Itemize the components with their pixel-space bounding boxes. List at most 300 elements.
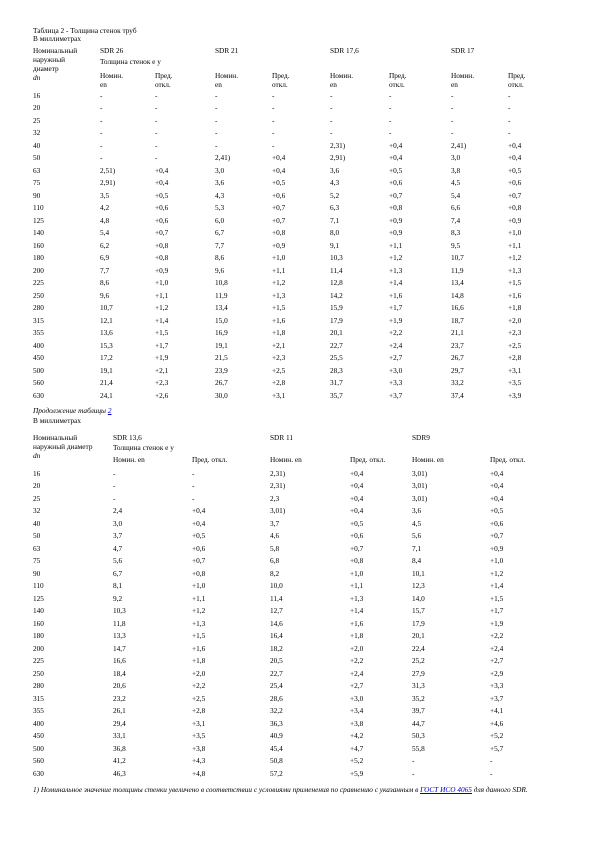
tolerance-cell: +1,0: [272, 253, 286, 263]
sub-header-nominal: Номин. en: [100, 71, 124, 89]
tolerance-cell: +2,5: [272, 365, 286, 375]
nominal-thickness-cell: 6,7: [113, 568, 123, 578]
tolerance-cell: +2,2: [350, 656, 364, 666]
wall-thickness-header: Толщина стенок e y: [100, 57, 161, 66]
tolerance-cell: +3,3: [389, 378, 403, 388]
tolerance-cell: +2,2: [192, 681, 206, 691]
table-row: [33, 680, 563, 693]
nominal-thickness-cell: 3,8: [451, 165, 461, 175]
nominal-thickness-cell: 26,7: [451, 353, 464, 363]
nominal-thickness-cell: 20,5: [270, 656, 283, 666]
diameter-cell: 16: [33, 90, 41, 100]
tolerance-cell: +1,6: [508, 290, 522, 300]
nominal-thickness-cell: -: [451, 115, 454, 125]
nominal-thickness-cell: -: [100, 115, 103, 125]
diameter-cell: 75: [33, 178, 41, 188]
tolerance-cell: +1,7: [155, 340, 169, 350]
tolerance-cell: +1,1: [192, 593, 206, 603]
table-row: [33, 264, 553, 277]
nominal-thickness-cell: 28,3: [330, 365, 343, 375]
nominal-thickness-cell: 6,2: [100, 240, 110, 250]
tolerance-cell: -: [389, 90, 392, 100]
nominal-thickness-cell: 10,3: [330, 253, 343, 263]
tolerance-cell: +0,6: [192, 543, 206, 553]
nominal-thickness-cell: 50,8: [270, 756, 283, 766]
nominal-thickness-cell: 4,8: [100, 215, 110, 225]
sub-header-nominal: Номин. en: [113, 455, 145, 464]
nominal-thickness-cell: 15,7: [412, 606, 425, 616]
tolerance-cell: +2,9: [490, 668, 504, 678]
tolerance-cell: +0,5: [508, 165, 522, 175]
nominal-thickness-cell: 6,0: [215, 215, 225, 225]
table-row: [33, 555, 563, 568]
nominal-thickness-cell: 57,2: [270, 768, 283, 778]
nominal-thickness-cell: -: [113, 468, 116, 478]
tolerance-cell: -: [192, 493, 195, 503]
tolerance-cell: -: [490, 756, 493, 766]
tolerance-cell: +0,4: [272, 153, 286, 163]
nominal-thickness-cell: 23,9: [215, 365, 228, 375]
table-row: [33, 767, 563, 780]
table-row: [33, 667, 563, 680]
tolerance-cell: -: [272, 128, 275, 138]
diameter-cell: 560: [33, 378, 44, 388]
nominal-thickness-cell: 20,1: [330, 328, 343, 338]
nominal-thickness-cell: 13,4: [215, 303, 228, 313]
nominal-thickness-cell: 4,2: [100, 203, 110, 213]
tolerance-cell: -: [508, 128, 511, 138]
nominal-thickness-cell: 4,5: [451, 178, 461, 188]
tolerance-cell: +1,6: [350, 618, 364, 628]
table-row: [33, 364, 553, 377]
nominal-thickness-cell: 8,2: [270, 568, 280, 578]
diameter-cell: 355: [33, 706, 44, 716]
tolerance-cell: +0,7: [272, 215, 286, 225]
tolerance-cell: +2,5: [192, 693, 206, 703]
nominal-thickness-cell: 25,4: [270, 681, 283, 691]
sdr-13-6-header: SDR 13,6: [113, 433, 142, 442]
sub-header-tolerance: Пред. откл.: [192, 455, 228, 464]
nominal-thickness-cell: 11,4: [330, 265, 343, 275]
table-row: [33, 214, 553, 227]
table-row: [33, 139, 553, 152]
tolerance-cell: +0,4: [490, 468, 504, 478]
nominal-thickness-cell: 25,5: [330, 353, 343, 363]
tolerance-cell: +0,6: [490, 518, 504, 528]
table-row: [33, 642, 563, 655]
tolerance-cell: -: [192, 481, 195, 491]
nominal-thickness-cell: 12,3: [412, 581, 425, 591]
tolerance-cell: -: [192, 468, 195, 478]
tolerance-cell: +1,8: [350, 631, 364, 641]
tolerance-cell: +4,3: [192, 756, 206, 766]
nominal-thickness-cell: -: [412, 756, 415, 766]
diameter-cell: 50: [33, 531, 41, 541]
diameter-cell: 75: [33, 556, 41, 566]
tolerance-cell: +0,4: [508, 140, 522, 150]
diameter-cell: 315: [33, 315, 44, 325]
nominal-thickness-cell: 2,41): [215, 153, 231, 163]
nominal-thickness-cell: 5,4: [100, 228, 110, 238]
nominal-thickness-cell: 16,9: [215, 328, 228, 338]
tolerance-cell: +0,5: [192, 531, 206, 541]
sub-header-tolerance: Пред. откл.: [350, 455, 386, 464]
diameter-cell: 500: [33, 365, 44, 375]
nominal-thickness-cell: 35,7: [330, 390, 343, 400]
footnote: 1) Номинальное значение толщины стенки увеличено в соответствии с условиями применения по сравнению с указанным в ГОСТ ИСО 4065 для данного SDR.: [33, 785, 528, 794]
wall-thickness-table-2: [33, 467, 563, 780]
tolerance-cell: +0,7: [350, 543, 364, 553]
nominal-thickness-cell: 4,7: [113, 543, 123, 553]
nominal-thickness-cell: 17,9: [330, 315, 343, 325]
tolerance-cell: +1,5: [192, 631, 206, 641]
tolerance-cell: +2,6: [155, 390, 169, 400]
nominal-thickness-cell: 40,9: [270, 731, 283, 741]
nominal-thickness-cell: 23,7: [451, 340, 464, 350]
tolerance-cell: +0,4: [389, 140, 403, 150]
table-row: [33, 492, 563, 505]
tolerance-cell: +2,7: [490, 656, 504, 666]
nominal-thickness-cell: 3,01): [412, 493, 428, 503]
tolerance-cell: +2,2: [490, 631, 504, 641]
diameter-cell: 200: [33, 643, 44, 653]
nominal-thickness-cell: 9,5: [451, 240, 461, 250]
diameter-cell: 400: [33, 718, 44, 728]
tolerance-cell: +1,3: [508, 265, 522, 275]
diameter-cell: 32: [33, 506, 41, 516]
nominal-thickness-cell: 8,6: [215, 253, 225, 263]
nominal-thickness-cell: 25,2: [412, 656, 425, 666]
tolerance-cell: +5,2: [350, 756, 364, 766]
nominal-thickness-cell: 46,3: [113, 768, 126, 778]
tolerance-cell: +1,1: [389, 240, 403, 250]
nominal-thickness-cell: 33,1: [113, 731, 126, 741]
tolerance-cell: +2,7: [389, 353, 403, 363]
tolerance-cell: +5,2: [490, 731, 504, 741]
nominal-thickness-cell: 11,9: [215, 290, 228, 300]
nominal-thickness-cell: 10,7: [451, 253, 464, 263]
diameter-cell: 20: [33, 481, 41, 491]
diameter-cell: 90: [33, 568, 41, 578]
nominal-thickness-cell: 26,7: [215, 378, 228, 388]
tolerance-cell: +5,9: [350, 768, 364, 778]
nominal-thickness-cell: -: [215, 103, 218, 113]
tolerance-cell: +1,9: [490, 618, 504, 628]
tolerance-cell: +0,6: [272, 190, 286, 200]
nominal-thickness-cell: 17,9: [412, 618, 425, 628]
nominal-thickness-cell: 55,8: [412, 743, 425, 753]
nominal-thickness-cell: 28,6: [270, 693, 283, 703]
tolerance-cell: +0,4: [389, 153, 403, 163]
nominal-thickness-cell: 39,7: [412, 706, 425, 716]
nominal-thickness-cell: 2,91): [330, 153, 346, 163]
unit-label: В миллиметрах: [33, 34, 82, 43]
nominal-thickness-cell: 20,6: [113, 681, 126, 691]
tolerance-cell: +1,0: [508, 228, 522, 238]
table-row: [33, 542, 563, 555]
nominal-thickness-cell: 2,3: [270, 493, 280, 503]
nominal-thickness-cell: -: [451, 128, 454, 138]
nominal-thickness-cell: 6,7: [215, 228, 225, 238]
nominal-thickness-cell: 8,1: [113, 581, 123, 591]
tolerance-cell: +0,6: [155, 203, 169, 213]
tolerance-cell: +3,7: [490, 693, 504, 703]
diameter-cell: 110: [33, 581, 44, 591]
tolerance-cell: +4,7: [350, 743, 364, 753]
tolerance-cell: +1,4: [155, 315, 169, 325]
tolerance-cell: +0,6: [155, 215, 169, 225]
table-row: [33, 617, 563, 630]
tolerance-cell: +1,4: [389, 278, 403, 288]
tolerance-cell: +1,6: [389, 290, 403, 300]
nominal-thickness-cell: 18,2: [270, 643, 283, 653]
tolerance-cell: +0,8: [155, 253, 169, 263]
tolerance-cell: -: [155, 128, 158, 138]
sdr-26-header: SDR 26: [100, 46, 124, 55]
diameter-cell: 355: [33, 328, 44, 338]
diameter-cell: 500: [33, 743, 44, 753]
nominal-thickness-cell: 5,4: [451, 190, 461, 200]
tolerance-cell: +2,3: [272, 353, 286, 363]
tolerance-cell: +3,3: [490, 681, 504, 691]
tolerance-cell: +2,8: [508, 353, 522, 363]
tolerance-cell: +3,5: [192, 731, 206, 741]
table-row: [33, 692, 563, 705]
tolerance-cell: +1,6: [192, 643, 206, 653]
nominal-thickness-cell: -: [215, 115, 218, 125]
tolerance-cell: -: [508, 90, 511, 100]
nominal-thickness-cell: 3,01): [270, 506, 286, 516]
nominal-thickness-cell: 29,7: [451, 365, 464, 375]
diameter-cell: 180: [33, 631, 44, 641]
nominal-thickness-cell: 6,6: [451, 203, 461, 213]
nominal-thickness-cell: 4,6: [270, 531, 280, 541]
diameter-cell: 90: [33, 190, 41, 200]
diameter-cell: 40: [33, 140, 41, 150]
tolerance-cell: +1,5: [155, 328, 169, 338]
tolerance-cell: +0,4: [192, 518, 206, 528]
tolerance-cell: +0,4: [350, 493, 364, 503]
wall-thickness-header-2: Толщина стенок e y: [113, 443, 174, 452]
tolerance-cell: +1,7: [389, 303, 403, 313]
nominal-thickness-cell: 5,3: [215, 203, 225, 213]
nominal-thickness-cell: 35,2: [412, 693, 425, 703]
tolerance-cell: -: [272, 115, 275, 125]
table-row: [33, 389, 553, 402]
table-row: [33, 152, 553, 165]
table-row: [33, 592, 563, 605]
nominal-thickness-cell: 10,3: [113, 606, 126, 616]
nominal-thickness-cell: 17,2: [100, 353, 113, 363]
diameter-cell: 16: [33, 468, 41, 478]
nominal-thickness-cell: 26,1: [113, 706, 126, 716]
nominal-thickness-cell: -: [100, 128, 103, 138]
tolerance-cell: +2,1: [155, 365, 169, 375]
nominal-thickness-cell: 7,1: [330, 215, 340, 225]
nominal-thickness-cell: 37,4: [451, 390, 464, 400]
nominal-thickness-cell: 6,8: [270, 556, 280, 566]
nominal-thickness-cell: 27,9: [412, 668, 425, 678]
tolerance-cell: +2,5: [508, 340, 522, 350]
nominal-thickness-cell: 10,0: [270, 581, 283, 591]
tolerance-cell: +0,4: [490, 493, 504, 503]
diameter-cell: 25: [33, 493, 41, 503]
nominal-thickness-cell: 13,4: [451, 278, 464, 288]
nominal-thickness-cell: 3,0: [451, 153, 461, 163]
nominal-thickness-cell: 21,4: [100, 378, 113, 388]
table-row: [33, 567, 563, 580]
nominal-thickness-cell: 3,6: [330, 165, 340, 175]
tolerance-cell: -: [389, 103, 392, 113]
table-row: [33, 114, 553, 127]
tolerance-cell: +4,2: [350, 731, 364, 741]
nominal-thickness-cell: 2,31): [270, 468, 286, 478]
tolerance-cell: -: [155, 115, 158, 125]
diameter-cell: 630: [33, 390, 44, 400]
nominal-thickness-cell: 15,0: [215, 315, 228, 325]
tolerance-cell: +0,8: [389, 203, 403, 213]
nominal-thickness-cell: 2,31): [270, 481, 286, 491]
tolerance-cell: +1,8: [508, 303, 522, 313]
table-row: [33, 327, 553, 340]
sub-header-nominal: Номин. en: [215, 71, 239, 89]
sdr-17-6-header: SDR 17,6: [330, 46, 359, 55]
nominal-thickness-cell: 9,6: [100, 290, 110, 300]
nominal-thickness-cell: 12,8: [330, 278, 343, 288]
tolerance-cell: +2,8: [192, 706, 206, 716]
nominal-thickness-cell: 9,2: [113, 593, 123, 603]
table-row: [33, 580, 563, 593]
tolerance-cell: +0,6: [350, 531, 364, 541]
gost-link[interactable]: ГОСТ ИСО 4065: [420, 785, 472, 794]
diameter-cell: 140: [33, 606, 44, 616]
diameter-cell: 63: [33, 165, 41, 175]
tolerance-cell: +3,1: [272, 390, 286, 400]
table-row: [33, 177, 553, 190]
tolerance-cell: +3,7: [389, 390, 403, 400]
nominal-thickness-cell: 3,01): [412, 468, 428, 478]
nominal-thickness-cell: -: [100, 103, 103, 113]
tolerance-cell: -: [155, 140, 158, 150]
nominal-thickness-cell: 15,3: [100, 340, 113, 350]
tolerance-cell: +0,7: [272, 203, 286, 213]
tolerance-cell: +1,4: [490, 581, 504, 591]
nominal-thickness-cell: 31,7: [330, 378, 343, 388]
sub-header-tolerance: Пред. откл.: [272, 71, 290, 89]
table-link[interactable]: 2: [107, 406, 112, 415]
nominal-thickness-cell: 7,7: [215, 240, 225, 250]
nominal-thickness-cell: 19,1: [100, 365, 113, 375]
sub-header-nominal: Номин. en: [451, 71, 475, 89]
nominal-thickness-cell: 4,5: [412, 518, 422, 528]
nominal-thickness-cell: 3,0: [215, 165, 225, 175]
diameter-cell: 50: [33, 153, 41, 163]
sub-header-tolerance: Пред. откл.: [155, 71, 173, 89]
nominal-thickness-cell: -: [215, 128, 218, 138]
tolerance-cell: +0,5: [155, 190, 169, 200]
tolerance-cell: +1,3: [272, 290, 286, 300]
nominal-thickness-cell: 8,0: [330, 228, 340, 238]
diameter-cell: 225: [33, 656, 44, 666]
nominal-thickness-cell: -: [100, 153, 103, 163]
table-row: [33, 227, 553, 240]
nominal-thickness-cell: 8,3: [451, 228, 461, 238]
tolerance-cell: +1,9: [155, 353, 169, 363]
table-row: [33, 239, 553, 252]
tolerance-cell: +1,3: [192, 618, 206, 628]
nominal-thickness-cell: 7,4: [451, 215, 461, 225]
tolerance-cell: +0,4: [192, 506, 206, 516]
sub-header-nominal: Номин. en: [412, 455, 444, 464]
diameter-cell: 63: [33, 543, 41, 553]
tolerance-cell: +0,7: [490, 531, 504, 541]
nominal-thickness-cell: 30,0: [215, 390, 228, 400]
nominal-thickness-cell: 12,1: [100, 315, 113, 325]
sub-header-nominal: Номин. en: [330, 71, 354, 89]
nominal-thickness-cell: -: [100, 90, 103, 100]
tolerance-cell: -: [490, 768, 493, 778]
table-row: [33, 480, 563, 493]
diameter-cell: 40: [33, 518, 41, 528]
nominal-thickness-cell: 18,4: [113, 668, 126, 678]
diameter-cell: 200: [33, 265, 44, 275]
nominal-thickness-cell: 36,3: [270, 718, 283, 728]
nominal-thickness-cell: 3,6: [215, 178, 225, 188]
tolerance-cell: +2,0: [192, 668, 206, 678]
tolerance-cell: +0,5: [350, 518, 364, 528]
nominal-thickness-cell: 15,9: [330, 303, 343, 313]
nominal-thickness-cell: 10,1: [412, 568, 425, 578]
tolerance-cell: +0,6: [389, 178, 403, 188]
nominal-thickness-cell: -: [215, 90, 218, 100]
nominal-thickness-cell: 41,2: [113, 756, 126, 766]
tolerance-cell: +0,4: [508, 153, 522, 163]
table-row: [33, 630, 563, 643]
nominal-thickness-cell: 16,6: [451, 303, 464, 313]
tolerance-cell: +2,4: [389, 340, 403, 350]
table-row: [33, 314, 553, 327]
nominal-thickness-cell: 2,41): [451, 140, 467, 150]
tolerance-cell: +1,0: [155, 278, 169, 288]
nominal-thickness-cell: -: [100, 140, 103, 150]
tolerance-cell: +2,1: [272, 340, 286, 350]
tolerance-cell: +1,4: [350, 606, 364, 616]
sdr-11-header: SDR 11: [270, 433, 294, 442]
table-row: [33, 127, 553, 140]
table-row: [33, 605, 563, 618]
nominal-thickness-cell: 29,4: [113, 718, 126, 728]
tolerance-cell: +1,2: [389, 253, 403, 263]
nominal-thickness-cell: 6,3: [330, 203, 340, 213]
nominal-thickness-cell: 9,6: [215, 265, 225, 275]
sdr-21-header: SDR 21: [215, 46, 239, 55]
sub-header-tolerance: Пред. откл.: [508, 71, 526, 89]
nominal-thickness-cell: 3,7: [270, 518, 280, 528]
diameter-cell: 400: [33, 340, 44, 350]
tolerance-cell: +0,7: [508, 190, 522, 200]
nominal-thickness-cell: 14,6: [270, 618, 283, 628]
nominal-thickness-cell: 6,9: [100, 253, 110, 263]
tolerance-cell: +0,8: [192, 568, 206, 578]
tolerance-cell: +2,7: [350, 681, 364, 691]
tolerance-cell: -: [389, 115, 392, 125]
nominal-thickness-cell: 21,1: [451, 328, 464, 338]
nominal-thickness-cell: -: [451, 90, 454, 100]
tolerance-cell: +0,4: [350, 468, 364, 478]
nominal-thickness-cell: 16,6: [113, 656, 126, 666]
nominal-thickness-cell: 2,4: [113, 506, 123, 516]
nominal-thickness-cell: -: [330, 128, 333, 138]
